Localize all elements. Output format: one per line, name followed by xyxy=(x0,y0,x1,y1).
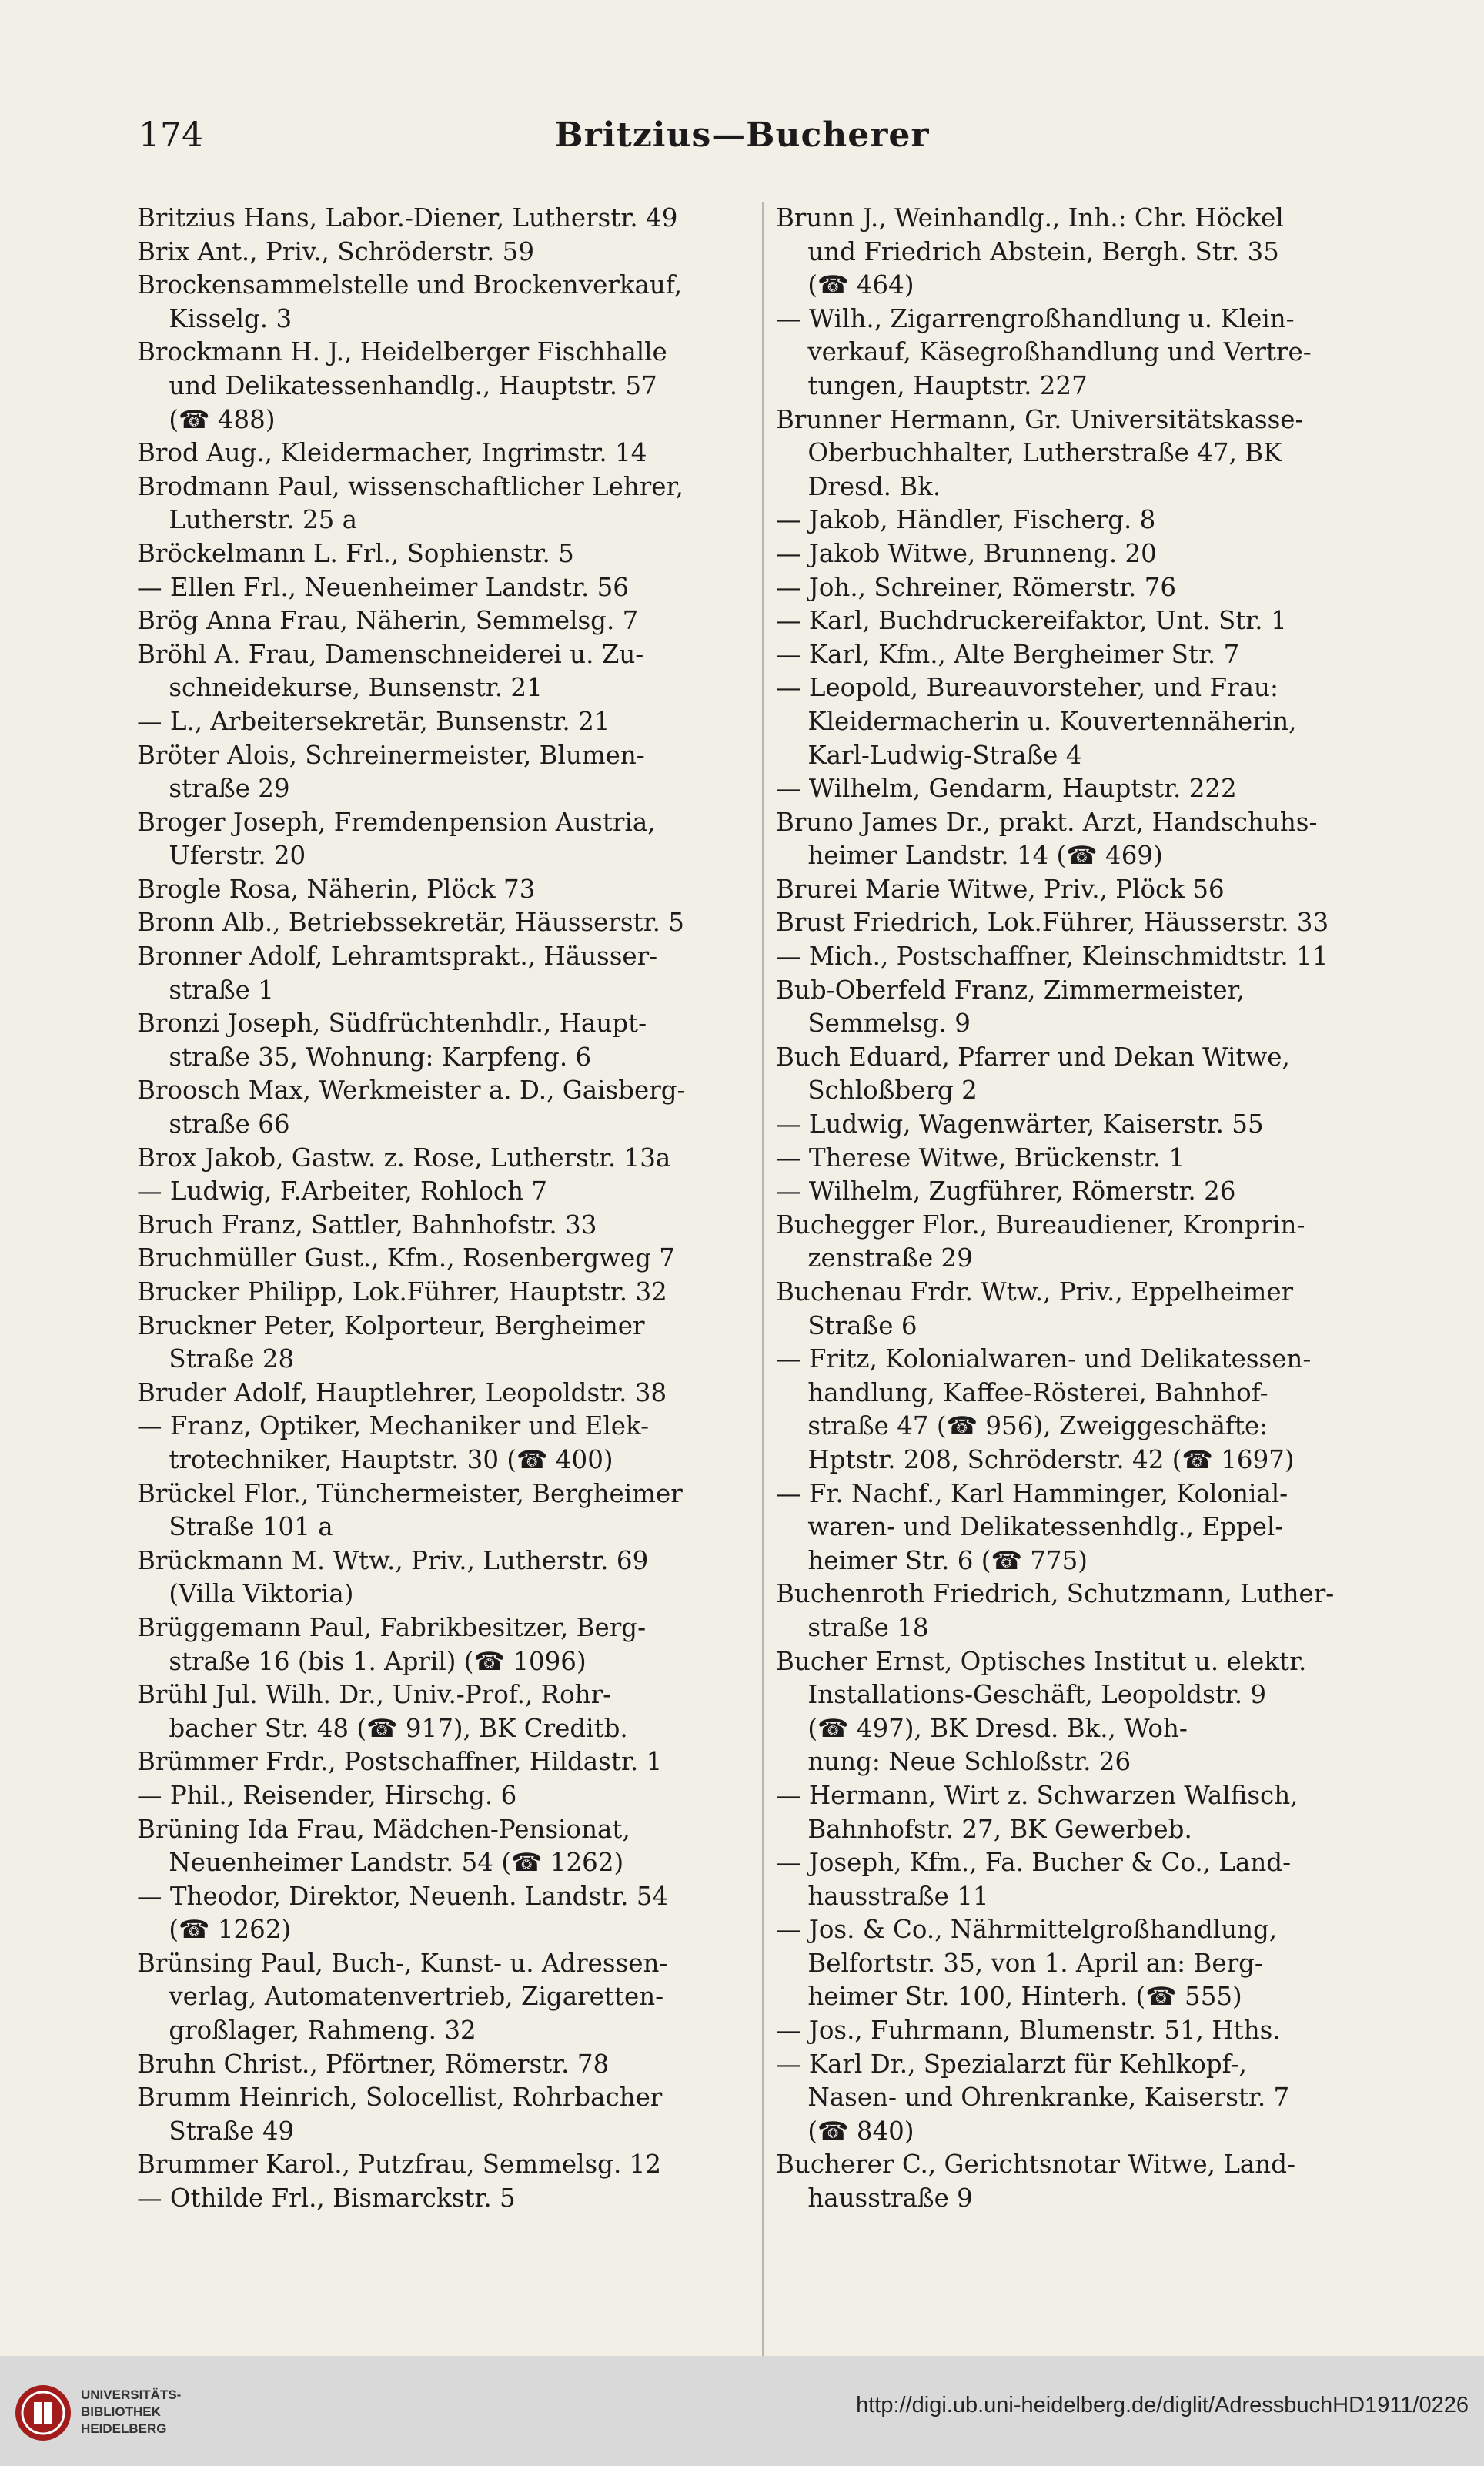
directory-entry xyxy=(137,571,745,605)
entry-line: straße 47 (☎ 956), Zweiggeschäfte: xyxy=(776,1411,1268,1441)
directory-entry xyxy=(137,906,745,940)
footer-bar xyxy=(0,2356,1484,2466)
entry-line: Straße 49 xyxy=(137,2116,295,2146)
directory-entry xyxy=(137,2182,745,2216)
entry-line: Lutherstr. 25 a xyxy=(137,505,358,535)
entry-line: Bronner Adolf, Lehramtsprakt., Häusser- xyxy=(137,942,658,972)
entry-line: Brogle Rosa, Näherin, Plöck 73 xyxy=(137,874,536,904)
directory-entry xyxy=(776,1779,1384,1846)
entry-line: — Theodor, Direktor, Neuenh. Landstr. 54 xyxy=(137,1881,669,1911)
entry-line: Buch Eduard, Pfarrer und Dekan Witwe, xyxy=(776,1042,1290,1072)
right-column xyxy=(776,202,1384,2216)
entry-line: Brod Aug., Kleidermacher, Ingrimstr. 14 xyxy=(137,438,647,468)
entry-line: Brünsing Paul, Buch-, Kunst- u. Adressen- xyxy=(137,1948,668,1978)
library-seal-icon xyxy=(14,2384,72,2442)
entry-line: Brockmann H. J., Heidelberger Fischhalle xyxy=(137,337,667,367)
entry-line: — Phil., Reisender, Hirschg. 6 xyxy=(137,1780,517,1810)
entry-line: — Karl, Kfm., Alte Bergheimer Str. 7 xyxy=(776,639,1240,669)
directory-entry xyxy=(776,1343,1384,1477)
entry-line: (☎ 840) xyxy=(776,2116,914,2146)
entry-line: Bucherer C., Gerichtsnotar Witwe, Land- xyxy=(776,2150,1295,2180)
directory-entry xyxy=(776,974,1384,1041)
entry-line: großlager, Rahmeng. 32 xyxy=(137,2016,476,2046)
entry-line: Bahnhofstr. 27, BK Gewerbeb. xyxy=(776,1814,1192,1844)
entry-line: Brix Ant., Priv., Schröderstr. 59 xyxy=(137,236,535,266)
directory-entry xyxy=(137,1209,745,1243)
entry-line: Brox Jakob, Gastw. z. Rose, Lutherstr. 13a xyxy=(137,1143,671,1173)
library-name xyxy=(81,2387,181,2438)
directory-entry xyxy=(137,1142,745,1176)
entry-line: Bruchmüller Gust., Kfm., Rosenbergweg 7 xyxy=(137,1243,675,1273)
entry-line: heimer Str. 6 (☎ 775) xyxy=(776,1545,1088,1575)
entry-line: Uferstr. 20 xyxy=(137,841,306,871)
directory-entry xyxy=(776,772,1384,806)
entry-line: Brunner Hermann, Gr. Universitätskasse- xyxy=(776,404,1304,434)
entry-line: — Jakob Witwe, Brunneng. 20 xyxy=(776,538,1157,568)
directory-entry xyxy=(137,1276,745,1310)
entry-line: — Hermann, Wirt z. Schwarzen Walfisch, xyxy=(776,1780,1298,1810)
directory-entry xyxy=(776,1578,1384,1645)
directory-entry xyxy=(137,604,745,638)
entry-line: Brucker Philipp, Lok.Führer, Hauptstr. 32 xyxy=(137,1277,667,1307)
directory-entry xyxy=(137,739,745,806)
directory-entry xyxy=(137,806,745,873)
entry-line: Straße 28 xyxy=(137,1344,295,1374)
directory-entry xyxy=(776,1209,1384,1276)
entry-line: verlag, Automatenvertrieb, Zigaretten- xyxy=(137,1982,664,2012)
entry-line: (☎ 464) xyxy=(776,270,914,300)
entry-line: — Jos., Fuhrmann, Blumenstr. 51, Hths. xyxy=(776,2016,1281,2046)
entry-line: Brunn J., Weinhandlg., Inh.: Chr. Höckel xyxy=(776,203,1284,233)
entry-line: Bruckner Peter, Kolporteur, Bergheimer xyxy=(137,1310,645,1340)
entry-line: Neuenheimer Landstr. 54 (☎ 1262) xyxy=(137,1848,624,1878)
entry-line: Brumm Heinrich, Solocellist, Rohrbacher xyxy=(137,2083,663,2113)
directory-entry xyxy=(137,202,745,236)
directory-entry xyxy=(137,1544,745,1611)
entry-line: Broger Joseph, Fremdenpension Austria, xyxy=(137,807,656,837)
directory-entry xyxy=(137,537,745,571)
library-name-line: BIBLIOTHEK xyxy=(81,2404,161,2419)
entry-line: Bruno James Dr., prakt. Arzt, Handschuhs- xyxy=(776,807,1318,837)
directory-entry xyxy=(776,504,1384,537)
entry-line: (☎ 497), BK Dresd. Bk., Woh- xyxy=(776,1713,1188,1743)
directory-entry xyxy=(776,1108,1384,1142)
entry-line: — Ludwig, F.Arbeiter, Rohloch 7 xyxy=(137,1176,548,1206)
page-number: 174 xyxy=(139,115,203,155)
entry-line: Britzius Hans, Labor.-Diener, Lutherstr. 49 xyxy=(137,203,678,233)
directory-entry xyxy=(137,2048,745,2082)
entry-line: Oberbuchhalter, Lutherstraße 47, BK xyxy=(776,438,1282,468)
entry-line: Karl-Ludwig-Straße 4 xyxy=(776,740,1082,770)
entry-line: Brückel Flor., Tünchermeister, Bergheimer xyxy=(137,1478,683,1508)
directory-entry xyxy=(137,1947,745,2048)
entry-line: und Delikatessenhandlg., Hauptstr. 57 xyxy=(137,370,657,400)
entry-line: (Villa Viktoria) xyxy=(137,1579,354,1609)
directory-entry xyxy=(776,571,1384,605)
directory-entry xyxy=(137,873,745,907)
entry-line: — Karl Dr., Spezialarzt für Kehlkopf-, xyxy=(776,2049,1247,2079)
entry-line: Straße 6 xyxy=(776,1310,917,1340)
entry-line: — Wilhelm, Zugführer, Römerstr. 26 xyxy=(776,1176,1236,1206)
entry-line: schneidekurse, Bunsenstr. 21 xyxy=(137,673,543,703)
entry-line: waren- und Delikatessenhdlg., Eppel- xyxy=(776,1512,1284,1542)
entry-line: — Leopold, Bureauvorsteher, und Frau: xyxy=(776,673,1278,703)
directory-entry xyxy=(776,1477,1384,1578)
directory-entry xyxy=(137,269,745,336)
entry-line: heimer Str. 100, Hinterh. (☎ 555) xyxy=(776,1982,1242,2012)
entry-line: Bröckelmann L. Frl., Sophienstr. 5 xyxy=(137,538,574,568)
library-name-line: HEIDELBERG xyxy=(81,2421,167,2436)
entry-line: Dresd. Bk. xyxy=(776,471,941,501)
entry-line: Brüning Ida Frau, Mädchen-Pensionat, xyxy=(137,1814,630,1844)
directory-entry xyxy=(776,604,1384,638)
entry-line: Bub-Oberfeld Franz, Zimmermeister, xyxy=(776,975,1245,1005)
directory-entry xyxy=(776,1846,1384,1913)
directory-entry xyxy=(776,537,1384,571)
page-header xyxy=(0,115,1484,169)
left-column xyxy=(137,202,745,2216)
entry-line: Buchenroth Friedrich, Schutzmann, Luther- xyxy=(776,1579,1335,1609)
entry-line: Bronzi Joseph, Südfrüchtenhdlr., Haupt- xyxy=(137,1009,647,1039)
entry-line: — Wilh., Zigarrengroßhandlung u. Klein- xyxy=(776,303,1295,333)
entry-line: Brückmann M. Wtw., Priv., Lutherstr. 69 xyxy=(137,1545,649,1575)
entry-line: Semmelsg. 9 xyxy=(776,1009,971,1039)
entry-line: — Joh., Schreiner, Römerstr. 76 xyxy=(776,572,1177,602)
entry-line: Bröhl A. Frau, Damenschneiderei u. Zu- xyxy=(137,639,644,669)
directory-entry xyxy=(776,638,1384,672)
entry-line: Buchenau Frdr. Wtw., Priv., Eppelheimer xyxy=(776,1277,1294,1307)
directory-entry xyxy=(137,1745,745,1779)
running-head: Britzius—Bucherer xyxy=(554,115,930,155)
directory-entry xyxy=(137,1242,745,1276)
entry-line: — Therese Witwe, Brückenstr. 1 xyxy=(776,1143,1185,1173)
entry-line: handlung, Kaffee-Rösterei, Bahnhof- xyxy=(776,1377,1268,1407)
entry-line: Brühl Jul. Wilh. Dr., Univ.-Prof., Rohr- xyxy=(137,1680,612,1710)
directory-entry xyxy=(776,2014,1384,2048)
entry-line: straße 35, Wohnung: Karpfeng. 6 xyxy=(137,1042,592,1072)
directory-entry xyxy=(776,906,1384,940)
entry-line: — Joseph, Kfm., Fa. Bucher & Co., Land- xyxy=(776,1848,1292,1878)
entry-line: Brodmann Paul, wissenschaftlicher Lehrer, xyxy=(137,471,684,501)
entry-line: hausstraße 9 xyxy=(776,2183,973,2213)
entry-line: Nasen- und Ohrenkranke, Kaiserstr. 7 xyxy=(776,2083,1290,2113)
directory-entry xyxy=(776,1913,1384,2014)
directory-entry xyxy=(776,202,1384,303)
entry-line: — Othilde Frl., Bismarckstr. 5 xyxy=(137,2183,516,2213)
entry-line: Brockensammelstelle und Brockenverkauf, xyxy=(137,270,683,300)
directory-entry xyxy=(137,336,745,437)
directory-entry xyxy=(776,1645,1384,1779)
entry-line: Straße 101 a xyxy=(137,1512,333,1542)
entry-line: Buchegger Flor., Bureaudiener, Kronprin- xyxy=(776,1210,1305,1240)
entry-line: (☎ 1262) xyxy=(137,1915,292,1945)
directory-entry xyxy=(137,437,745,470)
entry-line: straße 18 xyxy=(776,1612,929,1642)
entry-line: — L., Arbeitersekretär, Bunsenstr. 21 xyxy=(137,706,610,736)
directory-entry xyxy=(137,1175,745,1209)
directory-entry xyxy=(776,2048,1384,2149)
directory-entry xyxy=(776,1041,1384,1108)
entry-line: Brust Friedrich, Lok.Führer, Häusserstr. 33 xyxy=(776,908,1329,938)
directory-entry xyxy=(776,1175,1384,1209)
directory-entry xyxy=(137,940,745,1007)
entry-line: Bruder Adolf, Hauptlehrer, Leopoldstr. 38 xyxy=(137,1377,667,1407)
directory-entry xyxy=(137,1678,745,1745)
directory-entry xyxy=(137,2148,745,2182)
entry-line: Installations-Geschäft, Leopoldstr. 9 xyxy=(776,1680,1267,1710)
entry-line: tungen, Hauptstr. 227 xyxy=(776,370,1088,400)
entry-line: — Fritz, Kolonialwaren- und Delikatessen- xyxy=(776,1344,1312,1374)
entry-line: straße 66 xyxy=(137,1109,290,1139)
entry-line: Bruhn Christ., Pförtner, Römerstr. 78 xyxy=(137,2049,610,2079)
entry-line: — Fr. Nachf., Karl Hamminger, Kolonial- xyxy=(776,1478,1288,1508)
entry-line: — Franz, Optiker, Mechaniker und Elek- xyxy=(137,1411,650,1441)
directory-entry xyxy=(776,806,1384,873)
entry-line: Bröter Alois, Schreinermeister, Blumen- xyxy=(137,740,645,770)
entry-line: Schloßberg 2 xyxy=(776,1076,978,1106)
entry-line: — Karl, Buchdruckereifaktor, Unt. Str. 1 xyxy=(776,606,1287,636)
entry-line: Kisselg. 3 xyxy=(137,303,292,333)
entry-line: Brüggemann Paul, Fabrikbesitzer, Berg- xyxy=(137,1612,647,1642)
directory-entry xyxy=(776,403,1384,504)
entry-line: Brummer Karol., Putzfrau, Semmelsg. 12 xyxy=(137,2150,662,2180)
entry-line: Bronn Alb., Betriebssekretär, Häusserstr. 5 xyxy=(137,908,684,938)
directory-entry xyxy=(137,1813,745,1880)
directory-entry xyxy=(137,1611,745,1678)
directory-entry xyxy=(137,1880,745,1947)
entry-line: straße 16 (bis 1. April) (☎ 1096) xyxy=(137,1646,587,1676)
entry-line: Belfortstr. 35, von 1. April an: Berg- xyxy=(776,1948,1263,1978)
entry-line: bacher Str. 48 (☎ 917), BK Creditb. xyxy=(137,1713,628,1743)
column-divider xyxy=(762,202,764,2357)
directory-entry xyxy=(137,2081,745,2148)
directory-entry xyxy=(137,1074,745,1141)
entry-line: Bucher Ernst, Optisches Institut u. elektr. xyxy=(776,1646,1307,1676)
directory-entry xyxy=(776,1142,1384,1176)
entry-line: Bruch Franz, Sattler, Bahnhofstr. 33 xyxy=(137,1210,597,1240)
entry-line: (☎ 488) xyxy=(137,404,276,434)
directory-entry xyxy=(776,873,1384,907)
directory-entry xyxy=(137,1007,745,1074)
directory-entry xyxy=(137,1377,745,1410)
entry-line: Brümmer Frdr., Postschaffner, Hildastr. 1 xyxy=(137,1747,663,1777)
entry-line: nung: Neue Schloßstr. 26 xyxy=(776,1747,1131,1777)
directory-entry xyxy=(776,2148,1384,2215)
entry-line: — Jos. & Co., Nährmittelgroßhandlung, xyxy=(776,1915,1278,1945)
entry-line: — Wilhelm, Gendarm, Hauptstr. 222 xyxy=(776,774,1237,804)
entry-line: — Ludwig, Wagenwärter, Kaiserstr. 55 xyxy=(776,1109,1264,1139)
directory-entry xyxy=(776,1276,1384,1343)
entry-line: — Mich., Postschaffner, Kleinschmidtstr. 11 xyxy=(776,942,1329,972)
directory-entry xyxy=(137,1779,745,1813)
entry-line: Broosch Max, Werkmeister a. D., Gaisberg- xyxy=(137,1076,686,1106)
directory-entry xyxy=(776,303,1384,403)
directory-entry xyxy=(137,236,745,269)
directory-entry xyxy=(137,1477,745,1544)
entry-line: Kleidermacherin u. Kouvertennäherin, xyxy=(776,706,1297,736)
directory-entry xyxy=(776,671,1384,772)
directory-entry xyxy=(137,638,745,705)
directory-entry xyxy=(776,940,1384,974)
entry-line: heimer Landstr. 14 (☎ 469) xyxy=(776,841,1163,871)
directory-entry xyxy=(137,705,745,739)
entry-line: trotechniker, Hauptstr. 30 (☎ 400) xyxy=(137,1444,613,1474)
directory-entry xyxy=(137,470,745,537)
directory-entry xyxy=(137,1410,745,1477)
directory-entry xyxy=(137,1310,745,1377)
entry-line: Hptstr. 208, Schröderstr. 42 (☎ 1697) xyxy=(776,1444,1295,1474)
entry-line: und Friedrich Abstein, Bergh. Str. 35 xyxy=(776,236,1279,266)
entry-line: Brurei Marie Witwe, Priv., Plöck 56 xyxy=(776,874,1225,904)
entry-line: zenstraße 29 xyxy=(776,1243,973,1273)
entry-line: hausstraße 11 xyxy=(776,1881,989,1911)
library-name-line: UNIVERSITÄTS- xyxy=(81,2387,182,2402)
entry-line: Brög Anna Frau, Näherin, Semmelsg. 7 xyxy=(137,606,639,636)
entry-line: — Ellen Frl., Neuenheimer Landstr. 56 xyxy=(137,572,629,602)
source-url-link[interactable]: http://digi.ub.uni-heidelberg.de/diglit/AdressbuchHD1911/0226 xyxy=(856,2393,1469,2417)
entry-line: verkauf, Käsegroßhandlung und Vertre- xyxy=(776,337,1312,367)
entry-line: — Jakob, Händler, Fischerg. 8 xyxy=(776,505,1156,535)
entry-line: straße 1 xyxy=(137,975,274,1005)
entry-line: straße 29 xyxy=(137,774,290,804)
